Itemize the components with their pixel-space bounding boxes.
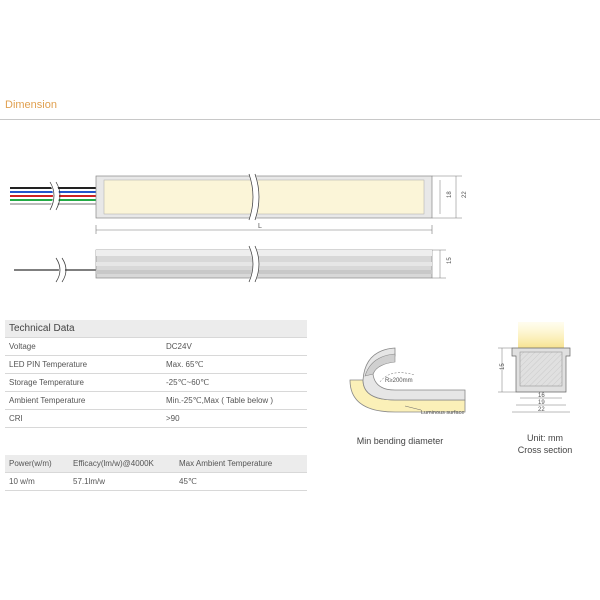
row-label: Voltage (9, 342, 36, 351)
cell-max-temp: 45℃ (179, 477, 197, 486)
column-header: Power(w/m) (9, 459, 52, 468)
cell-efficacy: 57.1lm/w (73, 477, 106, 486)
cross-section-caption: Cross section (517, 445, 573, 455)
height-inner-label: 18 (447, 191, 453, 198)
row-value: -25℃~60℃ (166, 378, 210, 387)
height-outer-label: 22 (462, 191, 468, 198)
bending-illustration (335, 340, 475, 430)
length-dimension (96, 223, 432, 234)
unit-caption: Unit: mm (527, 433, 563, 443)
technical-data-header (5, 320, 307, 338)
table-row (5, 473, 307, 491)
row-value: >90 (166, 414, 180, 423)
column-header: Max Ambient Temperature (179, 459, 273, 468)
row-value: DC24V (166, 342, 192, 351)
outer-width-label: 22 (538, 407, 545, 413)
power-table (5, 455, 307, 491)
section-title: Dimension (5, 99, 57, 111)
bending-caption: Min bending diameter (356, 436, 444, 446)
length-label: L (258, 223, 262, 230)
middle-width-label: 19 (538, 400, 545, 406)
row-value: Max. 65℃ (166, 360, 204, 369)
luminous-surface-label: Luminous surface (421, 410, 465, 416)
table-row (5, 338, 307, 356)
table-row (5, 356, 307, 374)
row-label: Storage Temperature (9, 378, 85, 387)
cell-power: 10 w/m (9, 477, 35, 486)
wire-bundle (10, 182, 100, 210)
table-row (5, 392, 307, 410)
cross-section-drawing (490, 312, 590, 422)
row-label: CRI (9, 414, 23, 423)
technical-data-table (5, 320, 307, 428)
cross-height-label: 15 (500, 363, 506, 370)
strip-top-view (96, 174, 432, 220)
strip-side-view (14, 246, 453, 282)
side-height-label: 15 (447, 257, 453, 264)
row-label: Ambient Temperature (9, 396, 86, 405)
table-row (5, 374, 307, 392)
table-row (5, 410, 307, 428)
row-value: Min.-25℃,Max ( Table below ) (166, 396, 274, 405)
strip-dimension-drawing (0, 150, 600, 300)
title-divider (0, 119, 600, 120)
column-header: Efficacy(lm/w)@4000K (73, 459, 154, 468)
technical-data-title: Technical Data (9, 323, 75, 334)
power-table-header (5, 455, 307, 473)
height-dimensions (432, 176, 468, 218)
row-label: LED PIN Temperature (9, 360, 88, 369)
radius-label: R≥200mm (385, 378, 413, 384)
inner-width-label: 16 (538, 393, 545, 399)
